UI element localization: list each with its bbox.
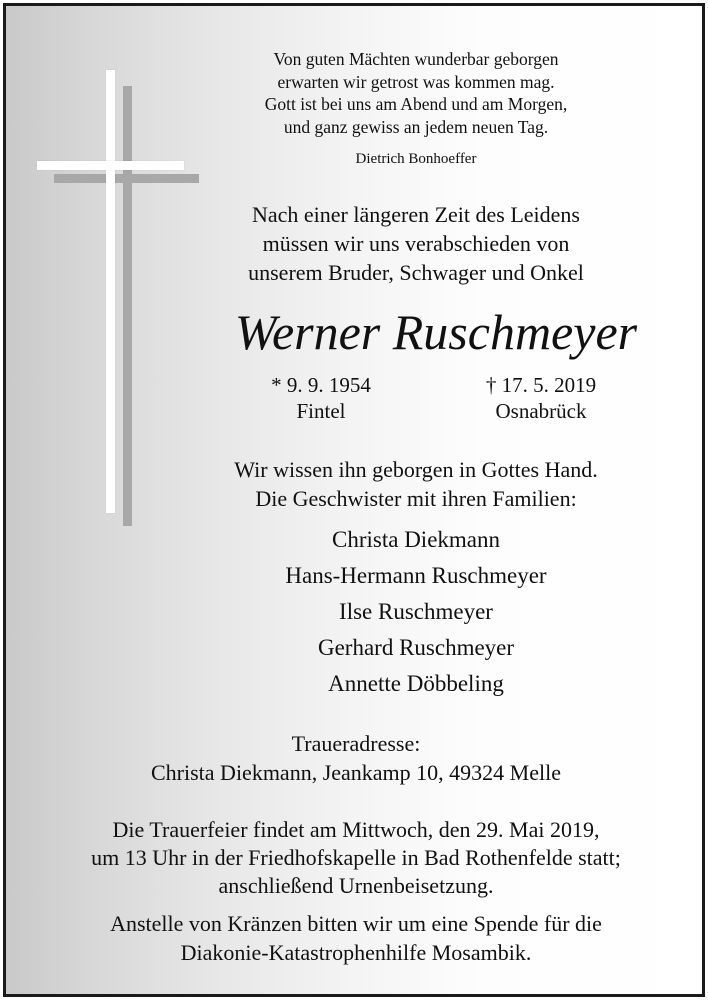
family-member: Ilse Ruschmeyer (339, 599, 493, 624)
cross-horizontal-bar (37, 161, 184, 170)
death-date: † 17. 5. 2019 (485, 373, 597, 397)
family-member: Gerhard Ruschmeyer (317, 635, 515, 660)
cross-vertical-bar (106, 70, 115, 513)
donation-line: Anstelle von Kränzen bitten wir um eine Spende für die (110, 911, 602, 936)
closing-line: Die Geschwister mit ihren Familien: (255, 486, 577, 511)
address-value: Christa Diekmann, Jeankamp 10, 49324 Melle (151, 760, 561, 785)
poem-line: Gott ist bei uns am Abend und am Morgen, (264, 94, 568, 114)
intro-line: müssen wir uns verabschieden von (262, 231, 570, 256)
poem-line: Von guten Mächten wunderbar geborgen (273, 49, 559, 69)
obituary-notice (3, 3, 705, 997)
death-info (451, 372, 631, 424)
closing-line: Wir wissen ihn geborgen in Gottes Hand. (234, 457, 598, 482)
cross-shadow-vertical (123, 86, 132, 526)
family-member: Annette Döbbeling (328, 671, 504, 696)
family-member: Hans-Hermann Ruschmeyer (285, 563, 547, 588)
service-line: anschließend Urnenbeisetzung. (218, 873, 494, 898)
birth-date: * 9. 9. 1954 (271, 373, 371, 397)
service-line: um 13 Uhr in der Friedhofskapelle in Bad Rothenfelde statt; (91, 845, 621, 870)
cross-shadow-horizontal (54, 174, 199, 183)
address-label: Traueradresse: (291, 731, 421, 756)
deceased-name: Werner Ruschmeyer (234, 304, 638, 360)
closing-text (186, 455, 646, 513)
death-place: Osnabrück (495, 399, 587, 423)
birth-place: Fintel (296, 399, 346, 423)
service-line: Die Trauerfeier findet am Mittwoch, den 29. Mai 2019, (112, 817, 600, 842)
donation-request (36, 909, 676, 967)
donation-line: Diakonie-Katastrophenhilfe Mosambik. (180, 940, 532, 965)
family-list (186, 522, 646, 702)
poem-line: erwarten wir getrost was kommen mag. (277, 71, 555, 92)
poem (186, 48, 646, 138)
intro-line: Nach einer längeren Zeit des Leidens (251, 202, 580, 227)
intro-text (186, 200, 646, 287)
birth-info (231, 372, 411, 424)
funeral-service-info (36, 816, 676, 900)
poem-author: Dietrich Bonhoeffer (355, 151, 477, 167)
intro-line: unserem Bruder, Schwager und Onkel (248, 260, 584, 285)
family-member: Christa Diekmann (332, 527, 500, 552)
poem-line: und ganz gewiss an jedem neuen Tag. (283, 116, 549, 137)
mourning-address (66, 729, 646, 787)
